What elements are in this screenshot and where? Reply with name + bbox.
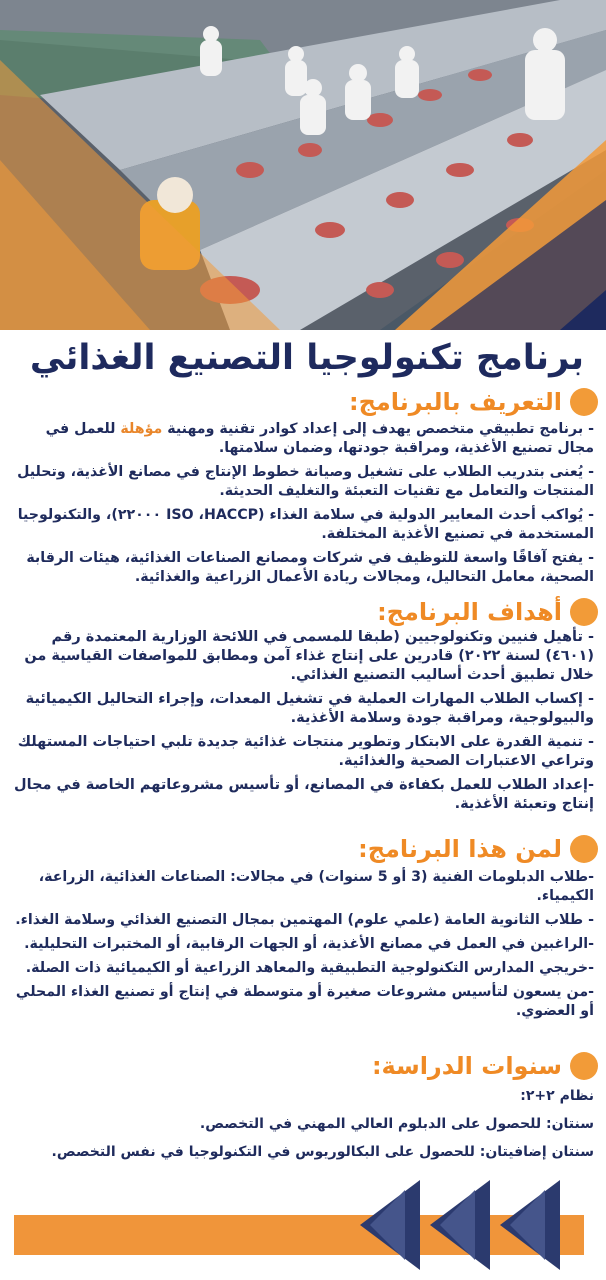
list-item: -خريجي المدارس التكنولوجية التطبيقية والمعاهد الزراعية أو الكيميائية ذات الصلة. [25,960,594,976]
list-item: - تنمية القدرة على الابتكار وتطوير منتجات غذائية جديدة تلبي احتياجات المستهلك وتراعي الاعتبارات الصحية والغذائية. [17,734,594,769]
section-heading-goals: أهداف البرنامج: [377,598,598,626]
list-item: - يُعنى بتدريب الطلاب على تشغيل وصيانة خطوط الإنتاج في مصانع الأغذية، وتحليل المنتجات والتعامل مع تقنيات التعبئة والتغليف الحديثة. [17,464,594,499]
list-item: - يُواكب أحدث المعايير الدولية في سلامة الغذاء (ISO ،HACCP ٢٢٠٠٠)، والتكنولوجيا المستخدمة في تصنيع الأغذية المختلفة. [17,507,594,542]
definition-list [4,420,594,592]
list-item: - يفتح آفاقًا واسعة للتوظيف في شركات ومصانع الصناعات الغذائية، هيئات الرقابة الصحية، معامل التحاليل، ومجالات ريادة الأعمال الزراعية والغذائية. [26,550,594,585]
arrow-decoration-icon [0,1160,606,1280]
food-factory-photo [0,0,606,330]
section-heading-definition: التعريف بالبرنامج: [349,388,598,416]
list-item: - تأهيل فنيين وتكنولوجيين (طبقا للمسمى في اللائحة الوزارية المعتمدة رقم (٤٦٠١) لسنة ٢٠٢٢) قادرين على إنتاج غذاء آمن ومطابق للمواصفات القياسية من خلال تطبيق أحدث أساليب التصنيع الغذائي. [24,629,594,683]
list-item: -إعداد الطلاب للعمل بكفاءة في المصانع، أو تأسيس مشروعاتهم الخاصة في مجال إنتاج وتعبئة الأغذية. [14,777,594,812]
list-item: -الراغبين في العمل في مصانع الأغذية، أو الجهات الرقابية، أو المختبرات التحليلية. [24,936,594,952]
bullet-dot-icon [570,598,598,626]
bullet-dot-icon [570,835,598,863]
study-years-list [4,1085,594,1169]
hero-image [0,0,606,330]
list-item: -من يسعون لتأسيس مشروعات صغيرة أو متوسطة في إنتاج أو تصنيع الغذاء المحلي أو العضوي. [15,984,594,1019]
list-item: - إكساب الطلاب المهارات العملية في تشغيل المعدات، وإجراء التحاليل الكيميائية والبيولوجية، ومراقبة جودة وسلامة الأغذية. [25,691,594,726]
list-item: نظام ٢+٢: [520,1088,594,1104]
goals-list [4,628,594,819]
list-item: - طلاب الثانوية العامة (علمي علوم) المهتمين بمجال التصنيع الغذائي وسلامة الغذاء. [15,912,594,928]
bullet-dot-icon [570,388,598,416]
section-heading-study-years: سنوات الدراسة: [372,1052,598,1080]
bullet-dot-icon [570,1052,598,1080]
list-item: -طلاب الدبلومات الفنية (3 أو 5 سنوات) في مجالات: الصناعات الغذائية، الزراعة، الكيمياء. [38,869,594,904]
section-heading-audience: لمن هذا البرنامج: [358,835,598,863]
audience-list [4,868,594,1026]
page-title: برنامج تكنولوجيا التصنيع الغذائي [29,338,584,378]
footer-decoration [0,1160,606,1280]
list-item: - برنامج تطبيقي متخصص يهدف إلى إعداد كوادر تقنية ومهنية مؤهلة للعمل في مجال تصنيع الأغذية، ومراقبة جودتها، وضمان سلامتها. [45,421,594,456]
list-item: سنتان إضافيتان: للحصول على البكالوريوس في التكنولوجيا في نفس التخصص. [51,1144,594,1160]
list-item: سنتان: للحصول على الدبلوم العالي المهني في التخصص. [199,1116,594,1132]
